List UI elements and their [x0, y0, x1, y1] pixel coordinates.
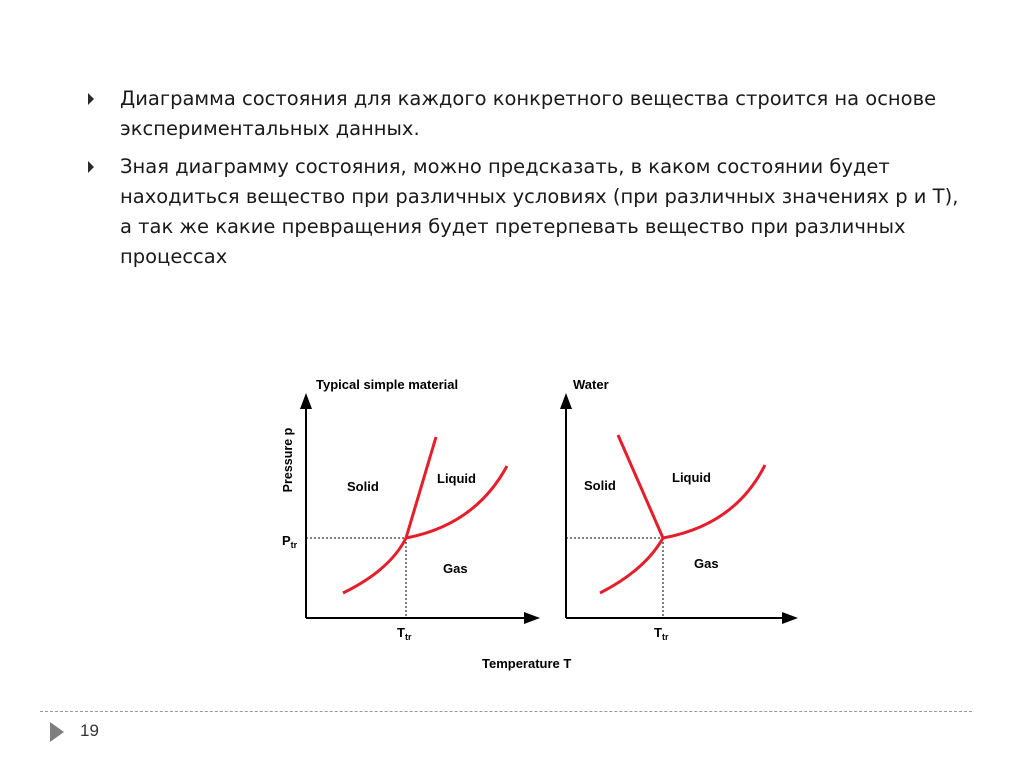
sublimation-curve — [343, 538, 406, 593]
gas-region-label: Gas — [694, 556, 719, 571]
melting-curve — [618, 435, 663, 538]
panel-typical-material — [281, 377, 540, 642]
solid-region-label: Solid — [347, 479, 379, 494]
x-axis-arrow — [524, 612, 540, 624]
sublimation-curve — [600, 538, 663, 593]
footer-divider — [40, 711, 972, 712]
panel-title: Water — [573, 377, 609, 392]
triple-pressure-main: P — [282, 533, 291, 548]
triple-temperature-sub: tr — [404, 632, 412, 642]
liquid-region-label: Liquid — [672, 470, 711, 485]
bullet-text: Зная диаграмму состояния, можно предсказать, в каком состоянии будет находиться вещество при различных условиях (при различных значениях p и Т), а так же какие превращения будет претерпевать вещество при различных процессах — [120, 155, 959, 268]
triple-temperature-main: T — [397, 625, 405, 640]
solid-region-label: Solid — [584, 478, 616, 493]
triple-pressure-sub: tr — [290, 540, 298, 550]
triple-temperature-sub: tr — [661, 632, 669, 642]
triple-temperature-main: T — [654, 625, 662, 640]
bullet-text: Диаграмма состояния для каждого конкретного вещества строится на основе экспериментальных данных. — [120, 87, 937, 140]
y-axis-label: Pressure p — [281, 427, 295, 493]
liquid-region-label: Liquid — [437, 471, 476, 486]
gas-region-label: Gas — [443, 561, 468, 576]
panel-water — [560, 377, 798, 642]
panel-title: Typical simple material — [316, 377, 459, 392]
melting-curve — [406, 437, 436, 538]
footer-arrow-icon — [50, 722, 64, 742]
x-axis-arrow — [782, 612, 798, 624]
triple-temperature-label — [654, 625, 669, 642]
x-axis-label: Temperature T — [482, 656, 572, 671]
triple-pressure-label — [282, 533, 298, 550]
triple-temperature-label — [397, 625, 412, 642]
page-number: 19 — [80, 721, 99, 740]
